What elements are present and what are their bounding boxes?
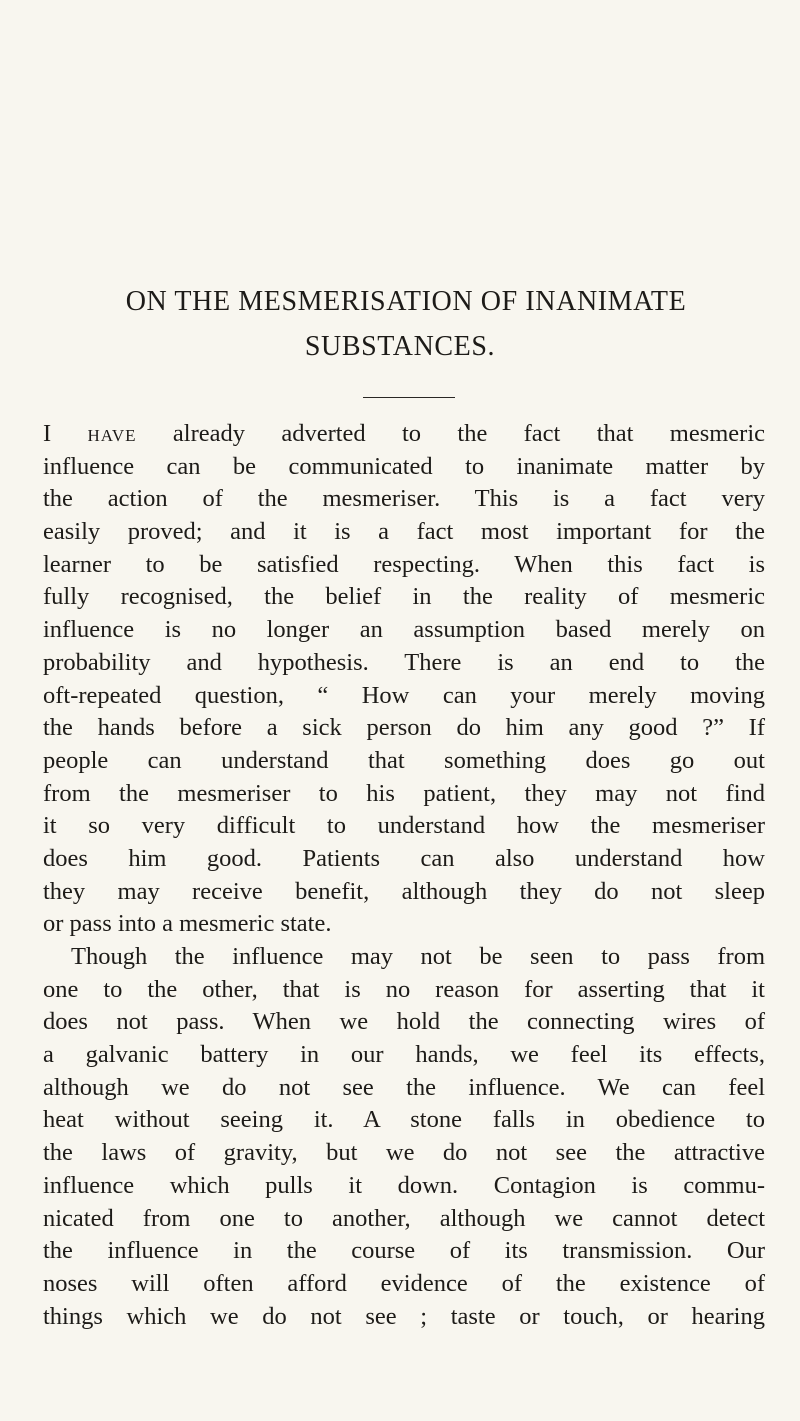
text-line: one to the other, that is no reason for asserting that it: [43, 975, 765, 1003]
text-line: the hands before a sick person do him any good ?” If: [43, 714, 765, 742]
text-line: they may receive benefit, although they do not sleep: [43, 877, 765, 905]
text-line: although we do not see the influence. We can feel: [43, 1073, 765, 1101]
text-line: does him good. Patients can also understand how: [43, 844, 765, 872]
opening-word: I: [43, 420, 52, 447]
text-line: people can understand that something does go out: [43, 746, 765, 774]
text-line: does not pass. When we hold the connecting wires of: [43, 1008, 765, 1036]
text-line: or pass into a mesmeric state.: [43, 910, 332, 938]
chapter-title-line-2: SUBSTANCES.: [304, 331, 496, 362]
text-line: the influence in the course of its transmission. Our: [43, 1237, 765, 1265]
text-line: Though the influence may not be seen to pass from: [71, 943, 765, 970]
chapter-title-line-1: ON THE MESMERISATION OF INANIMATE: [125, 286, 687, 317]
paragraph-1-line-1: [43, 418, 765, 451]
text-line: a galvanic battery in our hands, we feel its effects,: [43, 1041, 765, 1069]
text-line: learner to be satisfied respecting. When this fact is: [43, 550, 765, 578]
text-line: already adverted to the fact that mesmeric: [172, 420, 766, 447]
text-line: noses will often afford evidence of the existence of: [43, 1269, 765, 1297]
text-line: probability and hypothesis. There is an end to the: [43, 648, 765, 676]
text-line: it so very difficult to understand how the mesmeriser: [43, 812, 765, 840]
title-divider-rule: [363, 397, 455, 398]
chapter-body-text: [43, 418, 765, 1333]
text-line: influence is no longer an assumption based merely on: [43, 616, 765, 644]
text-line: easily proved; and it is a fact most important for the: [43, 518, 765, 546]
text-line: influence can be communicated to inanimate matter by: [43, 452, 765, 480]
text-line: influence which pulls it down. Contagion is commu-: [43, 1171, 765, 1199]
text-line: the laws of gravity, but we do not see the attractive: [43, 1139, 765, 1167]
text-line: the action of the mesmeriser. This is a fact very: [43, 485, 765, 513]
text-line: oft-repeated question, “ How can your merely moving: [43, 681, 765, 709]
text-line: things which we do not see ; taste or touch, or hearing: [43, 1302, 765, 1330]
text-line: heat without seeing it. A stone falls in obedience to: [43, 1106, 765, 1134]
text-line: nicated from one to another, although we cannot detect: [43, 1204, 765, 1232]
opening-smallcaps-word: have: [87, 420, 137, 447]
text-line: fully recognised, the belief in the reality of mesmeric: [43, 583, 765, 611]
text-line: from the mesmeriser to his patient, they may not find: [43, 779, 765, 807]
